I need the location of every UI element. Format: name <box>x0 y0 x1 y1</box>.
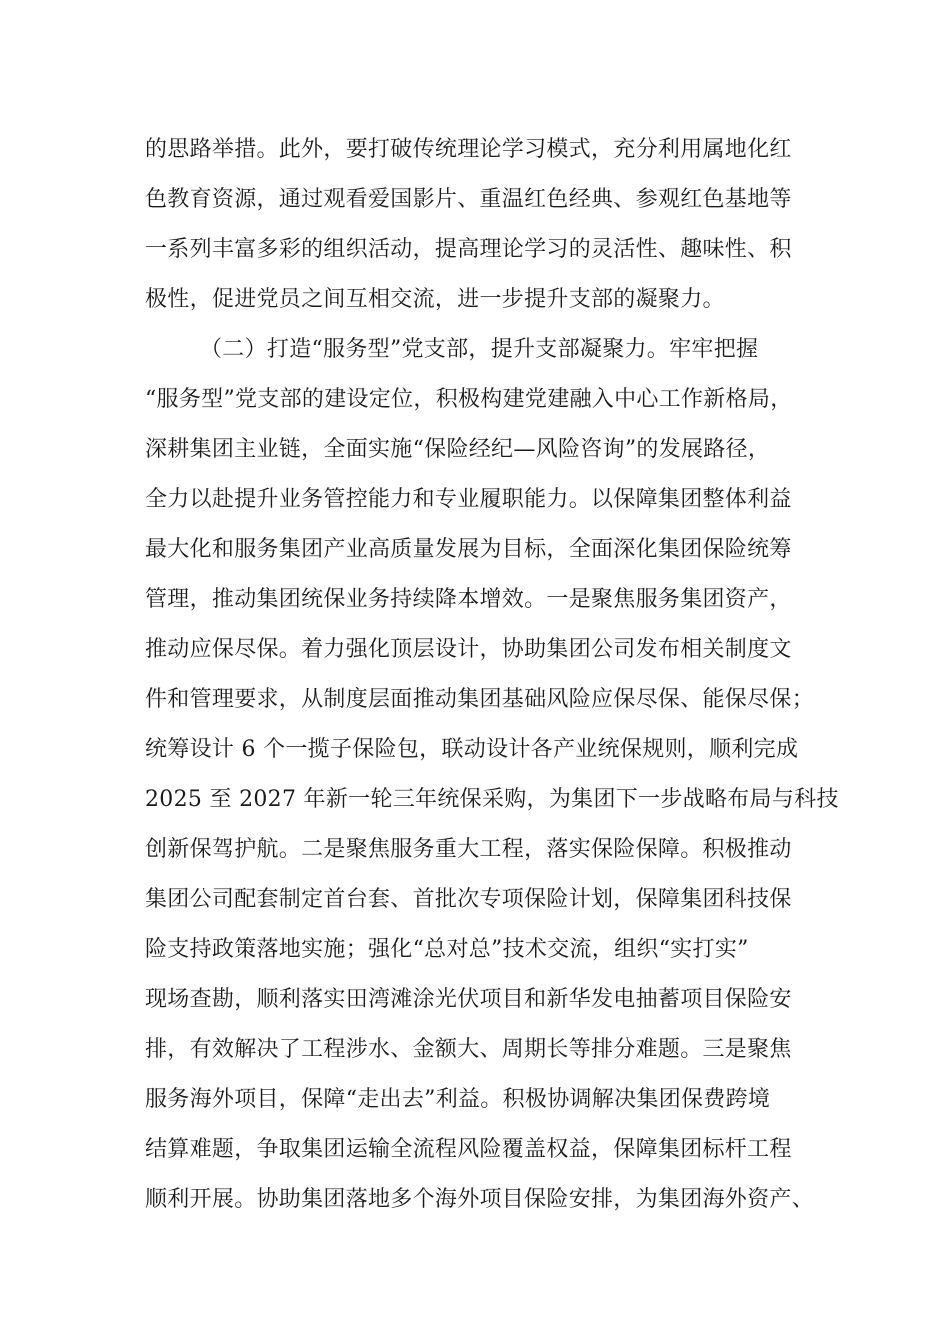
paragraph-line: 极性，促进党员之间互相交流，进一步提升支部的凝聚力。 <box>145 287 725 312</box>
paragraph-line: 最大化和服务集团产业高质量发展为目标，全面深化集团保险统筹 <box>145 537 792 562</box>
paragraph-line: 色教育资源，通过观看爱国影片、重温红色经典、参观红色基地等 <box>145 187 792 212</box>
paragraph-line: 顺利开展。协助集团落地多个海外项目保险安排，为集团海外资产、 <box>145 1187 815 1212</box>
section-heading-line: （二）打造“服务型”党支部，提升支部凝聚力。牢牢把握 <box>200 337 759 362</box>
paragraph-line: 件和管理要求，从制度层面推动集团基础风险应保尽保、能保尽保； <box>145 687 815 712</box>
paragraph-line: 创新保驾护航。二是聚焦服务重大工程，落实保险保障。积极推动 <box>145 837 792 862</box>
paragraph-line: 结算难题，争取集团运输全流程风险覆盖权益，保障集团标杆工程 <box>145 1137 792 1162</box>
paragraph-line: 2025 至 2027 年新一轮三年统保采购，为集团下一步战略布局与科技 <box>145 787 839 812</box>
paragraph-line: “服务型”党支部的建设定位，积极构建党建融入中心工作新格局， <box>145 387 793 412</box>
paragraph-line: 险支持政策落地实施；强化“总对总”技术交流，组织“实打实” <box>145 937 749 962</box>
paragraph-line: 推动应保尽保。着力强化顶层设计，协助集团公司发布相关制度文 <box>145 637 792 662</box>
paragraph-line: 一系列丰富多彩的组织活动，提高理论学习的灵活性、趣味性、积 <box>145 237 792 262</box>
paragraph-line: 深耕集团主业链，全面实施“保险经纪—风险咨询”的发展路径， <box>145 437 771 462</box>
paragraph-line: 管理，推动集团统保业务持续降本增效。一是聚焦服务集团资产， <box>145 587 792 612</box>
paragraph-line: 的思路举措。此外，要打破传统理论学习模式，充分利用属地化红 <box>145 137 792 162</box>
paragraph-line: 现场查勘，顺利落实田湾滩涂光伏项目和新华发电抽蓄项目保险安 <box>145 987 792 1012</box>
paragraph-line: 服务海外项目，保障“走出去”利益。积极协调解决集团保费跨境 <box>145 1087 771 1112</box>
paragraph-line: 统筹设计 6 个一揽子保险包，联动设计各产业统保规则，顺利完成 <box>145 737 799 762</box>
paragraph-line: 集团公司配套制定首台套、首批次专项保险计划，保障集团科技保 <box>145 887 792 912</box>
paragraph-line: 全力以赴提升业务管控能力和专业履职能力。以保障集团整体利益 <box>145 487 792 512</box>
paragraph-line: 排，有效解决了工程涉水、金额大、周期长等排分难题。三是聚焦 <box>145 1037 792 1062</box>
